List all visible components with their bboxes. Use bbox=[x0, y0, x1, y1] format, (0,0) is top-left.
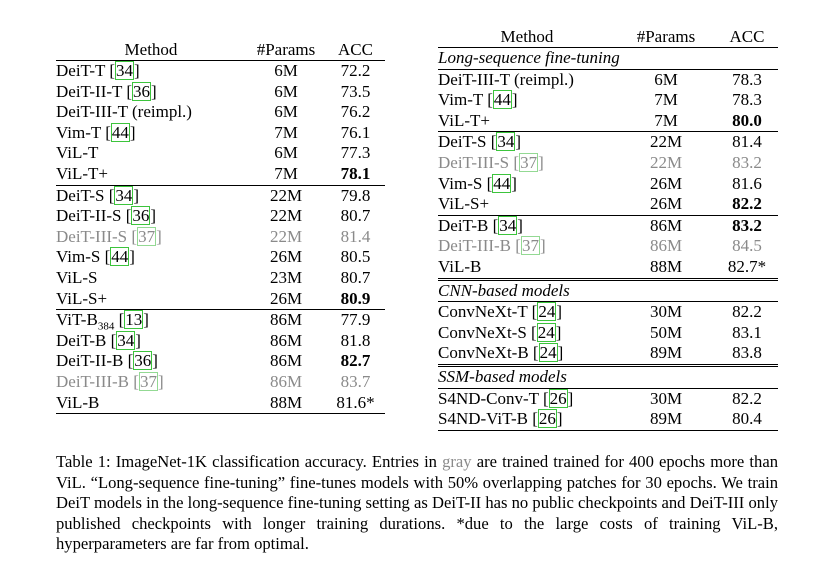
citation-link[interactable]: 36 bbox=[134, 351, 152, 371]
table-row bbox=[56, 185, 385, 206]
method-cell bbox=[56, 393, 246, 414]
method-cell: DeiT-S [34] bbox=[438, 132, 616, 153]
method-name: DeiT-II-B bbox=[56, 351, 124, 371]
method-cell: Vim-T [44] bbox=[56, 122, 136, 142]
table-row bbox=[56, 247, 385, 268]
citation-link[interactable]: 44 bbox=[493, 173, 511, 193]
method-name: ViL-T+ bbox=[438, 110, 490, 130]
table-caption bbox=[56, 452, 778, 555]
method-name: Vim-S bbox=[56, 247, 101, 267]
params-cell: 7M bbox=[274, 122, 298, 142]
method-cell: DeiT-B [34] bbox=[56, 330, 141, 350]
citation-link[interactable]: 37 bbox=[520, 152, 538, 172]
method-cell: DeiT-II-T [36] bbox=[56, 81, 157, 101]
params-cell: 89M bbox=[616, 409, 716, 430]
method-name: DeiT-III-T (reimpl.) bbox=[56, 102, 192, 122]
citation-link[interactable]: 24 bbox=[539, 343, 557, 363]
table-row bbox=[56, 123, 385, 144]
method-cell bbox=[56, 268, 246, 289]
citation-link[interactable]: 34 bbox=[117, 330, 135, 350]
acc-cell: 78.3 bbox=[732, 90, 762, 110]
acc-cell: 82.2 bbox=[732, 194, 762, 214]
method-cell: DeiT-III-S [37] bbox=[56, 226, 162, 246]
table-row bbox=[56, 372, 385, 393]
method-name: ViT-B bbox=[56, 310, 98, 330]
table-row bbox=[56, 61, 385, 82]
params-cell: 6M bbox=[274, 143, 298, 163]
method-cell bbox=[56, 289, 246, 310]
section-header-row bbox=[438, 365, 778, 388]
citation-link[interactable]: 26 bbox=[538, 409, 556, 429]
citation-link[interactable]: 34 bbox=[116, 61, 134, 80]
acc-header: ACC bbox=[326, 40, 385, 61]
citation-link[interactable]: 24 bbox=[538, 302, 556, 322]
table-row bbox=[56, 393, 385, 414]
method-name: DeiT-III-B bbox=[438, 236, 512, 256]
table-row bbox=[438, 111, 778, 132]
citation-link[interactable]: 34 bbox=[115, 185, 133, 205]
citation-link[interactable]: 37 bbox=[138, 226, 156, 246]
table-row bbox=[438, 174, 778, 195]
acc-cell: 81.6 bbox=[732, 173, 762, 193]
params-cell: 30M bbox=[616, 388, 716, 409]
method-name: DeiT-III-S bbox=[438, 152, 510, 172]
method-name: ViL-S bbox=[56, 267, 98, 287]
citation-link[interactable]: 44 bbox=[493, 90, 511, 110]
acc-cell: 82.7 bbox=[340, 351, 371, 371]
method-cell: DeiT-S [34] bbox=[56, 185, 246, 206]
method-name: ConvNeXt-B bbox=[438, 343, 529, 363]
method-cell: ConvNeXt-S [24] bbox=[438, 322, 562, 342]
table-row bbox=[56, 227, 385, 248]
citation-link[interactable]: 44 bbox=[111, 122, 129, 142]
method-name: DeiT-S bbox=[56, 185, 105, 205]
right-results-table bbox=[438, 27, 778, 431]
table-row bbox=[438, 215, 778, 236]
table-row bbox=[56, 268, 385, 289]
method-cell: DeiT-B [34] bbox=[438, 215, 616, 236]
params-cell: 26M bbox=[649, 194, 683, 214]
citation-link[interactable]: 36 bbox=[133, 81, 151, 101]
section-header-row bbox=[438, 279, 778, 302]
method-name: ViL-S+ bbox=[56, 288, 108, 308]
method-name: S4ND-ViT-B bbox=[438, 409, 528, 429]
acc-cell: 84.5 bbox=[732, 236, 762, 256]
method-cell: DeiT-II-S [36] bbox=[56, 206, 157, 226]
method-name: DeiT-III-T (reimpl.) bbox=[438, 69, 574, 89]
params-cell: 7M bbox=[654, 110, 678, 130]
acc-cell: 81.4 bbox=[340, 226, 371, 246]
method-name: DeiT-III-B bbox=[56, 371, 130, 391]
params-header: #Params bbox=[636, 27, 696, 46]
table-row bbox=[438, 90, 778, 111]
params-cell: 26M bbox=[649, 173, 683, 193]
acc-cell: 81.8 bbox=[340, 330, 371, 350]
acc-cell: 79.8 bbox=[326, 185, 385, 206]
table-row bbox=[56, 82, 385, 103]
table-row bbox=[438, 153, 778, 174]
acc-cell: 72.2 bbox=[340, 61, 371, 80]
params-cell: 86M bbox=[616, 215, 716, 236]
method-cell bbox=[56, 143, 246, 164]
acc-cell: 80.9 bbox=[340, 288, 371, 308]
acc-cell: 80.7 bbox=[340, 267, 371, 287]
method-cell: ConvNeXt-B [24] bbox=[438, 343, 564, 363]
citation-link[interactable]: 34 bbox=[497, 132, 515, 152]
params-cell: 26M bbox=[269, 288, 303, 308]
acc-cell: 77.9 bbox=[326, 310, 385, 331]
acc-cell: 83.2 bbox=[716, 215, 778, 236]
params-cell: 86M bbox=[269, 330, 303, 350]
method-cell: DeiT-III-B [37] bbox=[56, 371, 164, 391]
method-cell: DeiT-III-S [37] bbox=[438, 152, 544, 172]
citation-link[interactable]: 37 bbox=[139, 371, 157, 391]
citation-link[interactable]: 34 bbox=[499, 215, 517, 235]
citation-link[interactable]: 24 bbox=[537, 322, 555, 342]
params-cell: 22M bbox=[269, 206, 303, 226]
params-cell: 89M bbox=[649, 343, 683, 363]
table-row bbox=[438, 132, 778, 153]
acc-cell: 80.4 bbox=[716, 409, 778, 430]
acc-cell: 82.2 bbox=[716, 388, 778, 409]
params-cell: 6M bbox=[274, 81, 298, 101]
params-cell: 26M bbox=[269, 247, 303, 267]
acc-cell: 80.0 bbox=[732, 110, 762, 130]
table-row bbox=[56, 331, 385, 352]
params-cell: 7M bbox=[274, 163, 298, 183]
table-row bbox=[438, 409, 778, 430]
method-cell bbox=[438, 257, 616, 279]
table-row bbox=[56, 310, 385, 331]
params-cell: 23M bbox=[269, 267, 303, 287]
method-name: DeiT-II-T bbox=[56, 81, 123, 101]
section-title: SSM-based models bbox=[438, 365, 778, 388]
table-row bbox=[438, 302, 778, 323]
method-name: Vim-T bbox=[438, 90, 483, 110]
method-cell bbox=[56, 102, 246, 123]
method-name: DeiT-B bbox=[56, 330, 107, 350]
method-name: DeiT-S bbox=[438, 132, 487, 152]
method-header: Method bbox=[500, 27, 554, 46]
caption-part-2: are trained trained for 400 epochs more than ViL. “Long-sequence fine-tuning” fine-tunes models with 50% overlapping patches for 30 epochs. We train DeiT models in the long-sequence fine-tuning setting as DeiT-II has no public checkpoints and DeiT-III only published checkpoints with longer training durations. *due to the large costs of training ViL-B, hyperparameters are far from optimal. bbox=[56, 452, 778, 553]
citation-link[interactable]: 26 bbox=[549, 388, 567, 408]
acc-cell: 82.7* bbox=[727, 256, 767, 276]
table-row bbox=[56, 102, 385, 123]
method-cell: DeiT-III-B [37] bbox=[438, 236, 546, 256]
params-cell: 22M bbox=[269, 226, 303, 246]
method-cell: Vim-S [44] bbox=[438, 173, 517, 193]
method-name: DeiT-III-S bbox=[56, 226, 128, 246]
params-cell: 88M bbox=[246, 393, 326, 414]
caption-gray-word: gray bbox=[442, 452, 472, 471]
table-row bbox=[56, 143, 385, 164]
method-cell: ConvNeXt-T [24] bbox=[438, 302, 616, 323]
params-cell: 22M bbox=[616, 132, 716, 153]
table-row bbox=[56, 289, 385, 310]
acc-cell: 80.7 bbox=[340, 206, 371, 226]
params-cell: 22M bbox=[649, 152, 683, 172]
table-row bbox=[438, 323, 778, 344]
caption-part-1: Table 1: ImageNet-1K classification accuracy. Entries in bbox=[56, 452, 443, 471]
table-row bbox=[438, 236, 778, 257]
params-cell: 86M bbox=[649, 236, 683, 256]
acc-cell: 73.5 bbox=[340, 81, 371, 101]
params-cell: 22M bbox=[246, 185, 326, 206]
method-cell: ViT-$B_{384}$ [13] bbox=[56, 310, 246, 331]
method-name: DeiT-T bbox=[56, 61, 106, 80]
params-header: #Params bbox=[246, 40, 326, 61]
acc-cell: 78.3 bbox=[716, 69, 778, 90]
method-name: ConvNeXt-S bbox=[438, 322, 527, 342]
acc-cell: 76.1 bbox=[340, 122, 371, 142]
citation-link[interactable]: 13 bbox=[125, 310, 143, 330]
method-cell bbox=[438, 194, 616, 215]
table-row bbox=[56, 351, 385, 372]
acc-cell: 78.1 bbox=[340, 163, 371, 183]
params-cell: 6M bbox=[616, 69, 716, 90]
method-name: Vim-S bbox=[438, 173, 483, 193]
method-cell: Vim-T [44] bbox=[438, 90, 518, 110]
params-cell: 7M bbox=[654, 90, 678, 110]
method-header: Method bbox=[56, 40, 246, 61]
table-row bbox=[56, 206, 385, 227]
method-subscript: 384 bbox=[97, 320, 115, 333]
method-name: Vim-T bbox=[56, 122, 101, 142]
acc-cell: 80.5 bbox=[340, 247, 371, 267]
acc-cell: 81.6* bbox=[326, 393, 385, 414]
method-cell bbox=[438, 69, 616, 90]
table-row bbox=[438, 257, 778, 279]
method-name: ViL-T bbox=[56, 143, 99, 163]
method-name: ViL-S+ bbox=[438, 194, 490, 214]
params-cell: 86M bbox=[269, 351, 303, 371]
method-name: ViL-T+ bbox=[56, 163, 108, 183]
acc-cell: 83.1 bbox=[732, 322, 762, 342]
method-cell bbox=[438, 111, 616, 132]
method-name: S4ND-Conv-T bbox=[438, 388, 539, 408]
acc-header: ACC bbox=[729, 27, 765, 46]
method-cell: DeiT-T [34] bbox=[56, 61, 140, 80]
params-cell: 88M bbox=[649, 256, 683, 276]
params-cell: 86M bbox=[246, 310, 326, 331]
table-row bbox=[438, 388, 778, 409]
table-row bbox=[438, 194, 778, 215]
method-cell: DeiT-II-B [36] bbox=[56, 351, 158, 371]
method-name: ConvNeXt-T bbox=[438, 302, 528, 322]
acc-cell: 81.4 bbox=[716, 132, 778, 153]
params-cell: 86M bbox=[269, 371, 303, 391]
method-cell bbox=[56, 164, 246, 185]
header-row bbox=[438, 27, 778, 48]
left-results-table bbox=[56, 40, 385, 414]
table-row bbox=[438, 69, 778, 90]
section-title: CNN-based models bbox=[438, 279, 778, 302]
acc-cell: 76.2 bbox=[340, 102, 371, 122]
method-cell: S4ND-Conv-T [26] bbox=[438, 388, 616, 409]
table-row bbox=[56, 164, 385, 185]
citation-link[interactable]: 44 bbox=[111, 247, 129, 267]
params-cell: 6M bbox=[274, 61, 298, 80]
section-title: Long-sequence fine-tuning bbox=[438, 48, 778, 70]
header-row bbox=[56, 40, 385, 61]
acc-cell: 83.7 bbox=[340, 371, 371, 391]
section-header-row bbox=[438, 48, 778, 70]
acc-cell: 82.2 bbox=[716, 302, 778, 323]
method-name: ViL-B bbox=[56, 392, 100, 412]
acc-cell: 77.3 bbox=[340, 143, 371, 163]
citation-link[interactable]: 37 bbox=[521, 236, 539, 256]
method-cell: Vim-S [44] bbox=[56, 247, 135, 267]
method-name: DeiT-II-S bbox=[56, 206, 122, 226]
acc-cell: 83.2 bbox=[732, 152, 762, 172]
params-cell: 30M bbox=[616, 302, 716, 323]
table-row bbox=[438, 343, 778, 365]
method-cell: S4ND-ViT-B [26] bbox=[438, 409, 616, 430]
acc-cell: 83.8 bbox=[732, 343, 762, 363]
citation-link[interactable]: 36 bbox=[132, 206, 150, 226]
params-cell: 50M bbox=[649, 322, 683, 342]
method-name: ViL-B bbox=[438, 256, 482, 276]
method-name: DeiT-B bbox=[438, 215, 489, 235]
params-cell: 6M bbox=[274, 102, 298, 122]
